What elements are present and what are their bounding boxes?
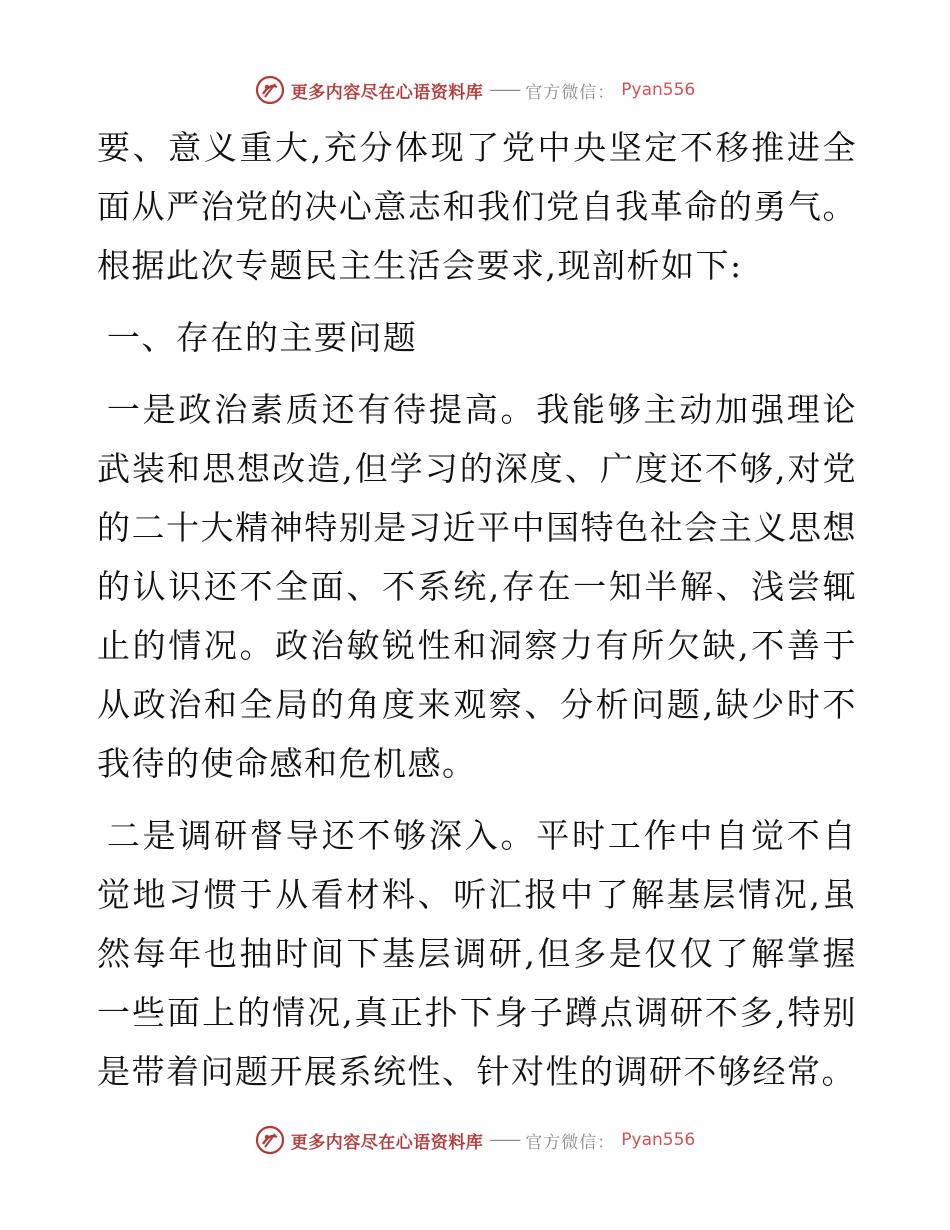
banner-wechat-label: 官方微信： bbox=[525, 82, 616, 103]
section-heading-main-problems: 一、存在的主要问题 bbox=[106, 318, 418, 357]
paragraph-problem-one: 一是政治素质还有待提高。我能够主动加强理论武装和思想改造,但学习的深度、广度还不够,对党的二十大精神特别是习近平中国特色社会主义思想的认识还不全面、不系统,存在一知半解、浅尝辄止的情况。政治敏锐性和洞察力有所欠缺,不善于从政治和全局的角度来观察、分析问题,缺少时不我待的使命感和危机感。 bbox=[97, 390, 857, 783]
banner-wechat-id: Pyan556 bbox=[621, 1130, 696, 1150]
book-logo-icon bbox=[255, 75, 285, 105]
footer-watermark-banner bbox=[0, 1122, 950, 1158]
banner-wechat-label: 官方微信： bbox=[525, 1132, 616, 1153]
banner-dash: —— bbox=[489, 80, 520, 100]
book-logo-icon bbox=[255, 1125, 285, 1155]
header-watermark-banner bbox=[0, 72, 950, 108]
paragraph-intro-continuation: 要、意义重大,充分体现了党中央坚定不移推进全面从严治党的决心意志和我们党自我革命的勇气。根据此次专题民主生活会要求,现剖析如下: bbox=[97, 128, 857, 285]
banner-brand-text: 更多内容尽在心语资料库 bbox=[290, 82, 484, 103]
document-body bbox=[97, 118, 857, 1101]
banner-brand-text: 更多内容尽在心语资料库 bbox=[290, 1132, 484, 1153]
banner-dash: —— bbox=[489, 1130, 520, 1150]
paragraph-problem-two: 二是调研督导还不够深入。平时工作中自觉不自觉地习惯于从看材料、听汇报中了解基层情况,虽然每年也抽时间下基层调研,但多是仅仅了解掌握一些面上的情况,真正扑下身子蹲点调研不多,特别是带着问题开展系统性、针对性的调研不够经常。 bbox=[97, 816, 857, 1091]
banner-wechat-id: Pyan556 bbox=[621, 80, 696, 100]
